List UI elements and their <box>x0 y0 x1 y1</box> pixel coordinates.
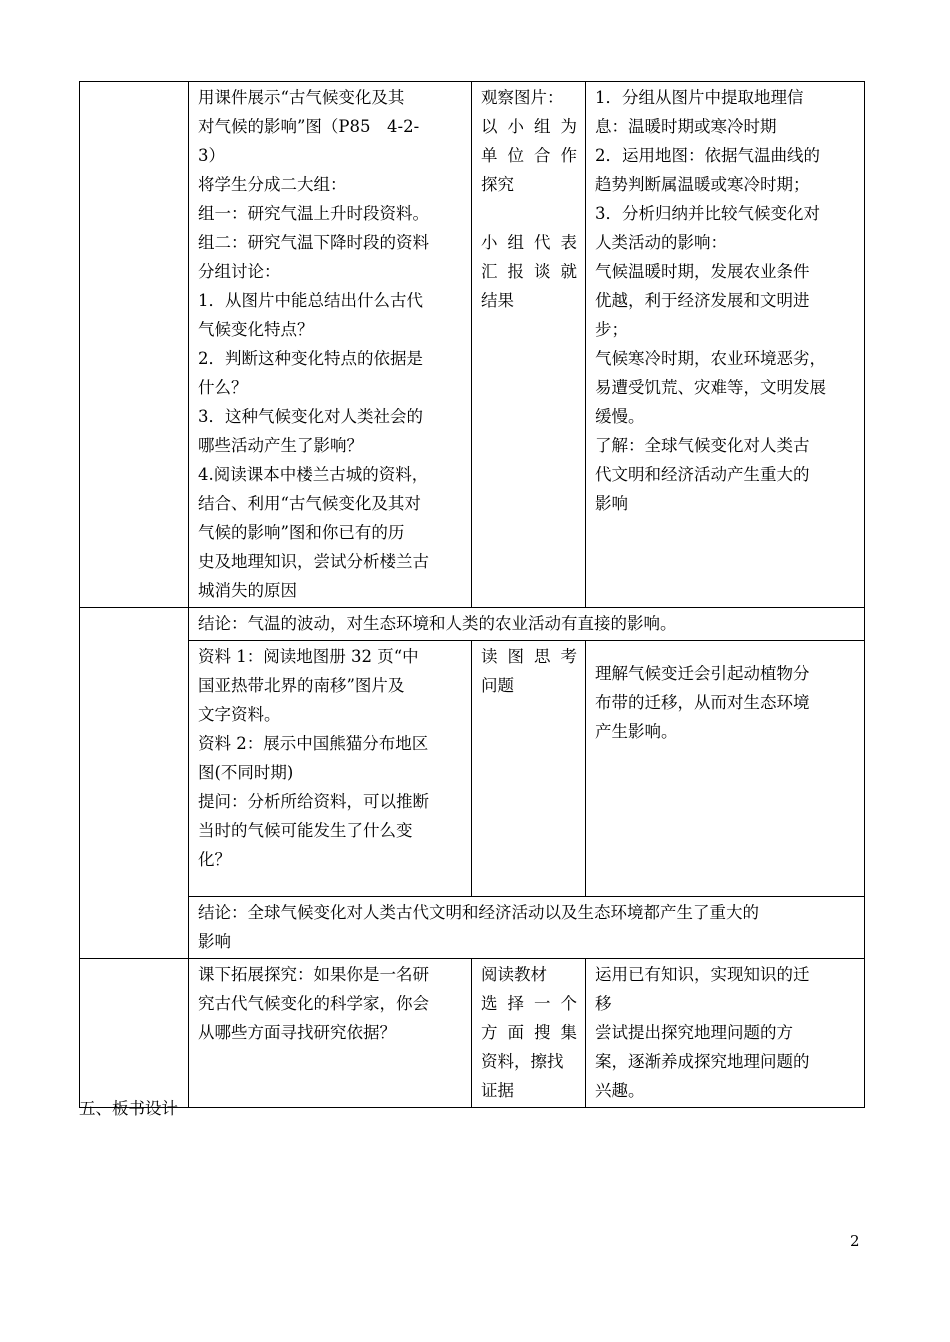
text-line: 缓慢。 <box>595 407 645 426</box>
text-line: 2．运用地图：依据气温曲线的 <box>595 146 820 165</box>
text-line: 1．从图片中能总结出什么古代 <box>198 291 423 310</box>
page-number: 2 <box>850 1232 860 1250</box>
text-line: 易遭受饥荒、灾难等，文明发展 <box>595 378 826 397</box>
text-line: 读图思考 <box>481 647 577 666</box>
text-line: 气候温暖时期，发展农业条件 <box>595 262 810 281</box>
text-line: 3．分析归纳并比较气候变化对 <box>595 204 820 223</box>
text-line: 单位合作 <box>481 146 577 165</box>
section-heading: 五、板书设计 <box>79 1099 178 1118</box>
text-line: 2．判断这种变化特点的依据是 <box>198 349 423 368</box>
table-row <box>80 641 865 897</box>
design-intent-cell <box>586 641 865 897</box>
text-line: 图(不同时期) <box>198 763 294 782</box>
text-line: 气候的影响”图和你已有的历 <box>198 523 405 542</box>
stage-cell <box>80 959 189 1108</box>
design-intent-cell <box>586 82 865 608</box>
text-line: 什么？ <box>198 378 248 397</box>
teacher-activity-cell <box>189 641 472 897</box>
text-line: 小组代表 <box>481 233 577 252</box>
text-line: 趋势判断属温暖或寒冷时期； <box>595 175 810 194</box>
text-line: 代文明和经济活动产生重大的 <box>595 465 810 484</box>
text-line: 国亚热带北界的南移”图片及 <box>198 676 405 695</box>
text-line: 尝试提出探究地理问题的方 <box>595 1023 793 1042</box>
table-row <box>80 82 865 608</box>
text-line: 步； <box>595 320 628 339</box>
text-line: 资料，擦找 <box>481 1052 564 1071</box>
teacher-activity-cell <box>189 82 472 608</box>
text-line: 将学生分成二大组： <box>198 175 347 194</box>
text-line: 组一：研究气温上升时段资料。 <box>198 204 429 223</box>
student-activity-cell <box>472 82 586 608</box>
text-line: 以小组为 <box>481 117 577 136</box>
stage-cell <box>80 608 189 959</box>
text-line: 城消失的原因 <box>198 581 297 600</box>
text-line: 案，逐渐养成探究地理问题的 <box>595 1052 810 1071</box>
text-line: 课下拓展探究：如果你是一名研 <box>198 965 429 984</box>
text-line: 气候变化特点？ <box>198 320 314 339</box>
conclusion-cell <box>189 608 865 641</box>
text-line: 运用已有知识，实现知识的迁 <box>595 965 810 984</box>
text-line: 当时的气候可能发生了什么变 <box>198 821 413 840</box>
text-line: 证据 <box>481 1081 514 1100</box>
text-line: 移 <box>595 994 612 1013</box>
conclusion-text: 结论：气温的波动，对生态环境和人类的农业活动有直接的影响。 <box>198 614 677 633</box>
text-line: 问题 <box>481 676 514 695</box>
text-line: 1．分组从图片中提取地理信 <box>595 88 804 107</box>
design-intent-cell <box>586 959 865 1108</box>
text-line: 结果 <box>481 291 514 310</box>
text-line: 3） <box>198 146 225 165</box>
text-line: 布带的迁移，从而对生态环境 <box>595 693 810 712</box>
text-line: 人类活动的影响： <box>595 233 727 252</box>
text-line: 化？ <box>198 850 231 869</box>
text-line: 影响 <box>595 494 628 513</box>
text-line: 哪些活动产生了影响？ <box>198 436 363 455</box>
text-line: 汇报谈就 <box>481 262 577 281</box>
text-line: 了解：全球气候变化对人类古 <box>595 436 810 455</box>
lesson-plan-table <box>79 81 865 1108</box>
text-line: 资料 2：展示中国熊猫分布地区 <box>198 734 429 753</box>
spacer <box>481 199 577 228</box>
text-line: 理解气候变迁会引起动植物分 <box>595 664 810 683</box>
text-line: 选择一个 <box>481 994 577 1013</box>
text-line: 文字资料。 <box>198 705 281 724</box>
text-line: 从哪些方面寻找研究依据？ <box>198 1023 396 1042</box>
conclusion-text: 结论：全球气候变化对人类古代文明和经济活动以及生态环境都产生了重大的 <box>198 903 759 922</box>
text-line: 用课件展示“古气候变化及其 <box>198 88 405 107</box>
text-line: 探究 <box>481 175 514 194</box>
conclusion-cell <box>189 897 865 959</box>
table-row <box>80 608 865 641</box>
text-line: 观察图片： <box>481 88 564 107</box>
conclusion-text: 影响 <box>198 932 231 951</box>
text-line: 优越，利于经济发展和文明进 <box>595 291 810 310</box>
text-line: 兴趣。 <box>595 1081 645 1100</box>
text-line: 阅读教材 <box>481 965 547 984</box>
student-activity-cell <box>472 641 586 897</box>
text-line: 究古代气候变化的科学家，你会 <box>198 994 429 1013</box>
teacher-activity-cell <box>189 959 472 1108</box>
text-line: 气候寒冷时期，农业环境恶劣， <box>595 349 826 368</box>
text-line: 结合、利用“古气候变化及其对 <box>198 494 421 513</box>
text-line: 史及地理知识，尝试分析楼兰古 <box>198 552 429 571</box>
text-line: 3．这种气候变化对人类社会的 <box>198 407 423 426</box>
table-row <box>80 897 865 959</box>
text-line: 息：温暖时期或寒冷时期 <box>595 117 777 136</box>
student-activity-cell <box>472 959 586 1108</box>
text-line: 4.阅读课本中楼兰古城的资料， <box>198 465 429 484</box>
text-line: 方面搜集 <box>481 1023 577 1042</box>
stage-cell <box>80 82 189 608</box>
text-line: 分组讨论： <box>198 262 281 281</box>
table-row <box>80 959 865 1108</box>
text-line: 对气候的影响”图（P85 4-2- <box>198 117 420 136</box>
text-line: 提问：分析所给资料，可以推断 <box>198 792 429 811</box>
text-line: 资料 1：阅读地图册 32 页“中 <box>198 647 419 666</box>
text-line: 产生影响。 <box>595 722 678 741</box>
text-line: 组二：研究气温下降时段的资料 <box>198 233 429 252</box>
